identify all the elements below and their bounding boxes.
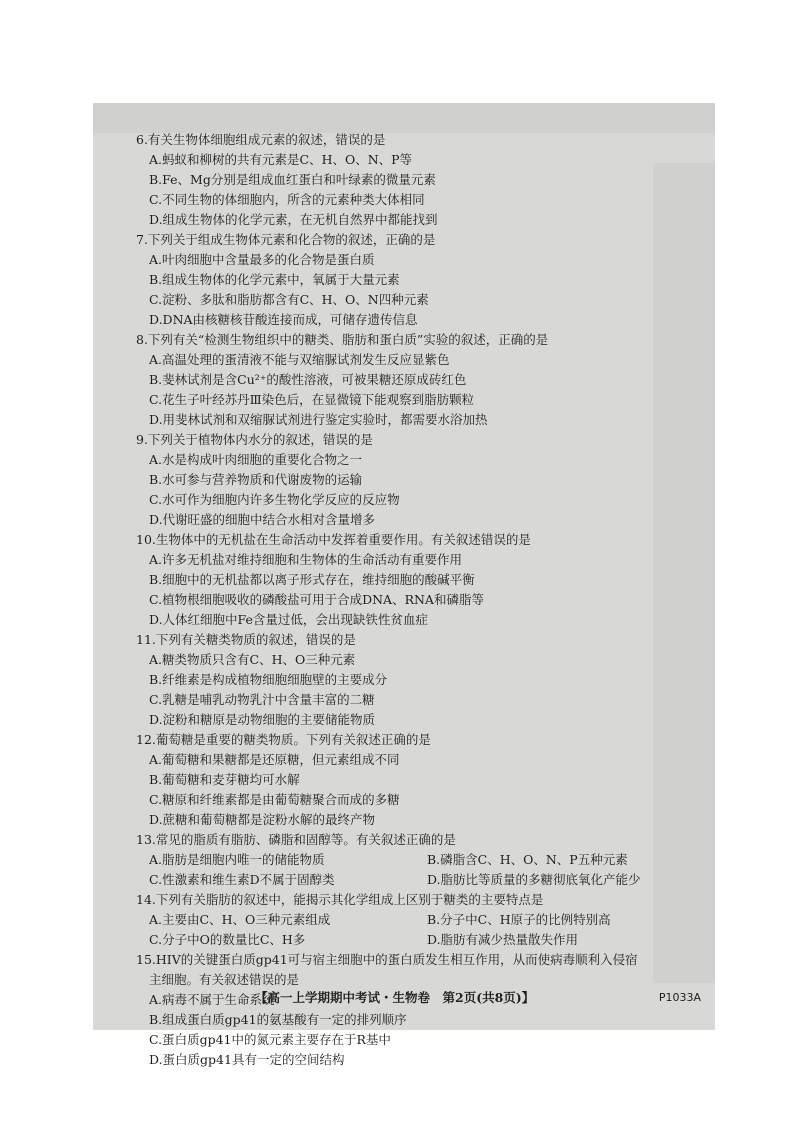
option-a: A.糖类物质只含有C、H、O三种元素: [149, 652, 356, 667]
option-c: C.植物根细胞吸收的磷酸盐可用于合成DNA、RNA和磷脂等: [149, 592, 484, 607]
option-b: B.磷脂含C、H、O、N、P五种元素: [427, 852, 628, 867]
option-a: A.蚂蚁和柳树的共有元素是C、H、O、N、P等: [149, 152, 413, 167]
option-c: C.乳糖是哺乳动物乳汁中含量丰富的二糖: [149, 692, 375, 707]
exam-page: [93, 103, 715, 1067]
option-a: A.葡萄糖和果糖都是还原糖，但元素组成不同: [149, 752, 400, 767]
option-a: A.高温处理的蛋清液不能与双缩脲试剂发生反应显紫色: [149, 352, 450, 367]
option-c: C.蛋白质gp41中的氮元素主要存在于R基中: [149, 1032, 391, 1047]
page-footer: [93, 988, 715, 1010]
option-d: D.组成生物体的化学元素，在无机自然界中都能找到: [149, 212, 438, 227]
question-stem: 6.有关生物体细胞组成元素的叙述，错误的是: [136, 132, 386, 147]
option-c: C.糖原和纤维素都是由葡萄糖聚合而成的多糖: [149, 792, 400, 807]
option-d: D.人体红细胞中Fe含量过低，会出现缺铁性贫血症: [149, 612, 428, 627]
question-15: [137, 950, 697, 1070]
option-b: B.Fe、Mg分别是组成血红蛋白和叶绿素的微量元素: [149, 172, 436, 187]
question-stem-continued: 主细胞。有关叙述错误的是: [149, 972, 300, 987]
question-11: [137, 630, 697, 730]
option-row: [137, 930, 697, 950]
option-b: B.斐林试剂是含Cu²⁺的酸性溶液，可被果糖还原成砖红色: [149, 372, 467, 387]
option-d: D.用斐林试剂和双缩脲试剂进行鉴定实验时，都需要水浴加热: [149, 412, 488, 427]
option-a: A.脂肪是细胞内唯一的储能物质: [149, 852, 325, 867]
option-b: B.水可参与营养物质和代谢废物的运输: [149, 472, 363, 487]
option-a: A.水是构成叶肉细胞的重要化合物之一: [149, 452, 363, 467]
option-row: [137, 850, 697, 870]
question-stem: 7.下列关于组成生物体元素和化合物的叙述，正确的是: [136, 232, 436, 247]
question-6: [137, 130, 697, 230]
option-b: B.葡萄糖和麦芽糖均可水解: [149, 772, 300, 787]
option-c: C.性激素和维生素D不属于固醇类: [149, 872, 335, 887]
option-a: A.病毒不属于生命系统: [149, 992, 275, 1007]
option-d: D.代谢旺盛的细胞中结合水相对含量增多: [149, 512, 376, 527]
question-10: [137, 530, 697, 630]
option-d: D.DNA由核糖核苷酸连接而成，可储存遗传信息: [149, 312, 418, 327]
option-b: B.纤维素是构成植物细胞细胞壁的主要成分: [149, 672, 388, 687]
option-c: C.淀粉、多肽和脂肪都含有C、H、O、N四种元素: [149, 292, 429, 307]
option-row: [137, 910, 697, 930]
option-c: C.分子中O的数量比C、H多: [149, 932, 306, 947]
option-c: C.水可作为细胞内许多生物化学反应的反应物: [149, 492, 400, 507]
question-stem: 14.下列有关脂肪的叙述中，能揭示其化学组成上区别于糖类的主要特点是: [136, 892, 544, 907]
question-14: [137, 890, 697, 950]
question-stem: 12.葡萄糖是重要的糖类物质。下列有关叙述正确的是: [136, 732, 431, 747]
footer-title: 【高一上学期期中考试・生物卷 第2页(共8页)】: [255, 990, 535, 1005]
option-d: D.脂肪有减少热量散失作用: [427, 932, 579, 947]
option-a: A.叶肉细胞中含量最多的化合物是蛋白质: [149, 252, 375, 267]
paper-code: P1033A: [658, 991, 701, 1004]
question-stem: 10.生物体中的无机盐在生命活动中发挥着重要作用。有关叙述错误的是: [136, 532, 531, 547]
option-c: C.花生子叶经苏丹Ⅲ染色后，在显微镜下能观察到脂肪颗粒: [149, 392, 475, 407]
option-b: B.组成生物体的化学元素中，氧属于大量元素: [149, 272, 400, 287]
question-7: [137, 230, 697, 330]
option-a: A.主要由C、H、O三种元素组成: [149, 912, 331, 927]
option-d: D.蛋白质gp41具有一定的空间结构: [149, 1052, 345, 1067]
option-b: B.分子中C、H原子的比例特别高: [427, 912, 611, 927]
option-c: C.不同生物的体细胞内，所含的元素种类大体相同: [149, 192, 425, 207]
question-13: [137, 830, 697, 890]
question-8: [137, 330, 697, 430]
option-d: D.脂肪比等质量的多糖彻底氧化产能少: [427, 872, 641, 887]
option-d: D.淀粉和糖原是动物细胞的主要储能物质: [149, 712, 376, 727]
option-b: B.组成蛋白质gp41的氨基酸有一定的排列顺序: [149, 1012, 407, 1027]
question-stem: 13.常见的脂质有脂肪、磷脂和固醇等。有关叙述正确的是: [136, 832, 456, 847]
question-stem: 11.下列有关糖类物质的叙述，错误的是: [136, 632, 356, 647]
question-stem: 15.HIV的关键蛋白质gp41可与宿主细胞中的蛋白质发生相互作用，从而使病毒顺利入侵宿: [136, 952, 638, 967]
option-d: D.蔗糖和葡萄糖都是淀粉水解的最终产物: [149, 812, 376, 827]
question-stem: 8.下列有关“检测生物组织中的糖类、脂肪和蛋白质”实验的叙述，正确的是: [136, 332, 549, 347]
question-stem: 9.下列关于植物体内水分的叙述，错误的是: [136, 432, 373, 447]
option-a: A.许多无机盐对维持细胞和生物体的生命活动有重要作用: [149, 552, 463, 567]
question-9: [137, 430, 697, 530]
question-list: [137, 130, 697, 1070]
option-row: [137, 870, 697, 890]
option-b: B.细胞中的无机盐都以离子形式存在，维持细胞的酸碱平衡: [149, 572, 475, 587]
question-12: [137, 730, 697, 830]
